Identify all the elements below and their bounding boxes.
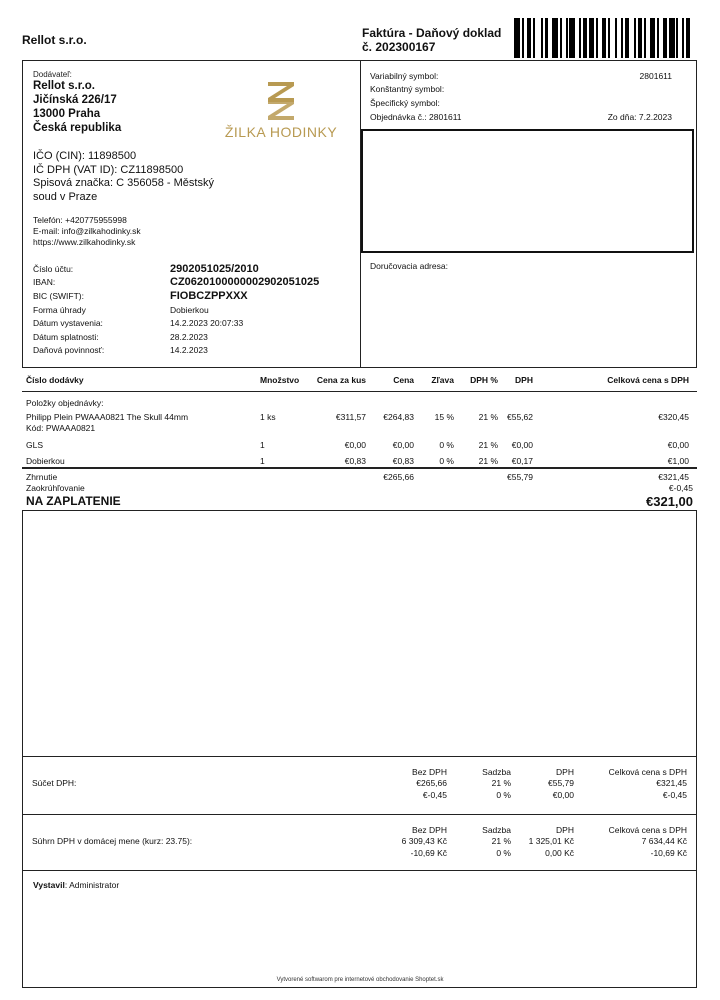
customer-address-box — [361, 129, 694, 253]
item-vat-percent: 21 % — [478, 440, 498, 450]
vat-rate: 0 % — [496, 789, 511, 800]
header-name: Číslo dodávky — [26, 374, 84, 385]
bank-row — [33, 262, 319, 276]
vat-total: €-0,45 — [662, 789, 687, 800]
payment-symbols — [370, 69, 672, 123]
divider — [22, 814, 697, 815]
bank-key: IBAN: — [33, 277, 56, 288]
item-unit-price: €0,83 — [344, 456, 366, 466]
summary-total: €321,45 — [658, 472, 689, 483]
constant-symbol-row — [370, 83, 672, 97]
vat-summary-header — [22, 766, 697, 778]
delivery-address-label: Doručovacia adresa: — [370, 261, 448, 271]
item-total: €320,45 — [658, 412, 689, 422]
vat-total: 7 634,44 Kč — [641, 836, 687, 847]
vat-total: €321,45 — [656, 778, 687, 789]
summary-label: Zhrnutie — [26, 472, 58, 483]
item-qty: 1 — [260, 456, 265, 466]
rounding-row — [22, 483, 697, 494]
bank-row — [33, 289, 319, 303]
vat-amount: 0,00 Kč — [545, 847, 574, 858]
item-vat-percent: 21 % — [478, 456, 498, 466]
item-discount: 0 % — [439, 456, 454, 466]
bank-row — [33, 276, 319, 290]
variable-symbol-row — [370, 69, 672, 83]
header-vat-percent: DPH % — [470, 374, 498, 385]
vat-header-total: Celková cena s DPH — [608, 824, 687, 835]
vat-header-total: Celková cena s DPH — [608, 766, 687, 777]
vat-header-base: Bez DPH — [412, 766, 447, 777]
table-row — [22, 847, 697, 859]
summary-vat: €55,79 — [507, 472, 533, 483]
bank-key: Dátum vystavenia: — [33, 318, 103, 329]
vat-total: -10,69 Kč — [650, 847, 687, 858]
item-name: GLS — [26, 440, 44, 450]
vat-amount: €55,79 — [548, 778, 574, 789]
items-header-row — [22, 368, 697, 392]
bank-details — [33, 262, 319, 357]
item-price: €0,83 — [392, 456, 414, 466]
vat-header-rate: Sadzba — [482, 824, 511, 835]
supplier-label: Dodávateľ: — [33, 70, 72, 79]
register-note: Spisová značka: C 356058 - Městský soud v Praze — [33, 177, 214, 203]
bank-row — [33, 316, 319, 330]
amount-due-label: NA ZAPLATENIE — [26, 494, 121, 508]
amount-due-row — [22, 493, 697, 509]
item-unit-price: €311,57 — [335, 412, 366, 422]
vat-base: €265,66 — [416, 778, 447, 789]
header-unit-price: Cena za kus — [316, 374, 366, 385]
vat-summary-label: Súčet DPH: — [32, 778, 77, 789]
item-name: Dobierkou — [26, 456, 65, 466]
bank-value: 14.2.2023 20:07:33 — [170, 318, 244, 329]
item-vat: €55,62 — [507, 412, 533, 422]
vat-base: €-0,45 — [422, 789, 447, 800]
footer-note: Vytvorené softwarom pre internetové obchodovanie Shoptet.sk — [276, 977, 444, 983]
table-row — [22, 778, 697, 790]
company-name: Rellot s.r.o. — [22, 33, 87, 47]
vat-header-vat: DPH — [556, 824, 574, 835]
rounding-label: Zaokrúhľovanie — [26, 482, 85, 493]
item-total: €1,00 — [667, 456, 689, 466]
bank-key: Daňová povinnosť: — [33, 345, 105, 356]
item-qty: 1 — [260, 440, 265, 450]
item-unit-price: €0,00 — [344, 440, 366, 450]
specific-symbol-row — [370, 96, 672, 110]
item-code: Kód: PWAAA0821 — [26, 423, 96, 433]
body-frame — [22, 510, 697, 988]
issued-by-label: Vystavil — [33, 880, 65, 890]
item-price: €264,83 — [383, 412, 414, 422]
table-row — [22, 440, 697, 456]
divider — [22, 870, 697, 871]
vat-header-rate: Sadzba — [482, 766, 511, 777]
item-vat-percent: 21 % — [478, 412, 498, 422]
bank-value: 14.2.2023 — [170, 345, 208, 356]
order-number: Objednávka č.: 2801611 — [370, 111, 462, 122]
items-table — [22, 368, 697, 472]
issued-by — [33, 880, 119, 890]
barcode-gap — [690, 18, 696, 58]
item-price: €0,00 — [392, 440, 414, 450]
bank-value: Dobierkou — [170, 304, 209, 315]
table-row — [22, 789, 697, 801]
item-discount: 15 % — [434, 412, 454, 422]
order-row — [370, 110, 672, 124]
items-subheader: Položky objednávky: — [26, 398, 104, 408]
supplier-country: Česká republika — [33, 122, 122, 134]
rounding-value: €-0,45 — [668, 482, 693, 493]
variable-symbol-label: Variabilný symbol: — [370, 70, 439, 81]
summary-row — [22, 472, 697, 483]
vat-amount: €0,00 — [552, 789, 574, 800]
invoice-number: č. 202300167 — [362, 40, 436, 54]
variable-symbol-value: 2801611 — [639, 70, 672, 81]
item-qty: 1 ks — [260, 412, 276, 422]
supplier-name: Rellot s.r.o. — [33, 80, 95, 92]
summary-price: €265,66 — [383, 472, 414, 483]
header-price: Cena — [393, 374, 414, 385]
amount-due-value: €321,00 — [646, 493, 693, 509]
bank-row — [33, 344, 319, 358]
order-date: Zo dňa: 7.2.2023 — [607, 111, 672, 122]
item-total: €0,00 — [667, 440, 689, 450]
bank-value: 28.2.2023 — [170, 331, 208, 342]
barcode — [514, 18, 696, 58]
invoice-title — [362, 26, 501, 54]
email: E-mail: info@zilkahodinky.sk — [33, 226, 141, 236]
supplier-street: Jičínská 226/17 — [33, 94, 117, 106]
table-row — [22, 412, 697, 440]
bank-row — [33, 303, 319, 317]
vat-rate: 21 % — [491, 778, 511, 789]
bank-key: Číslo účtu: — [33, 263, 74, 274]
company-logo — [222, 80, 340, 140]
invoice-summary — [22, 467, 697, 509]
constant-symbol-label: Konštantný symbol: — [370, 84, 445, 95]
ico: IČO (CIN): 11898500 — [33, 150, 137, 162]
invoice-title-line1: Faktúra - Daňový doklad — [362, 26, 502, 40]
item-vat: €0,17 — [511, 456, 533, 466]
supplier-contact — [33, 215, 141, 248]
issued-by-value: : Administrator — [64, 880, 120, 890]
vat-base: -10,69 Kč — [410, 847, 447, 858]
item-name: Philipp Plein PWAAA0821 The Skull 44mm — [26, 412, 189, 422]
bank-value: 2902051025/2010 — [170, 262, 259, 275]
vat-domestic-label: Súhrn DPH v domácej mene (kurz: 23.75): — [32, 836, 193, 847]
supplier-city: 13000 Praha — [33, 108, 101, 120]
supplier-block — [33, 70, 121, 135]
item-vat: €0,00 — [511, 440, 533, 450]
bank-value: FIOBCZPPXXX — [170, 289, 248, 302]
vat-rate: 21 % — [491, 836, 511, 847]
zz-logo-icon — [265, 80, 297, 120]
bank-key: BIC (SWIFT): — [33, 290, 84, 301]
vat-header-base: Bez DPH — [412, 824, 447, 835]
table-row — [22, 836, 697, 848]
header-vat: DPH — [515, 374, 533, 385]
vat-base: 6 309,43 Kč — [401, 836, 447, 847]
vat-domestic-header — [22, 824, 697, 836]
header-discount: Zľava — [431, 374, 454, 385]
vat-summary-table — [22, 766, 697, 801]
header-qty: Množstvo — [260, 374, 300, 385]
vat-domestic-table — [22, 824, 697, 859]
supplier-ids — [33, 150, 233, 204]
header-total: Celková cena s DPH — [607, 374, 689, 385]
item-name-cell — [22, 412, 260, 434]
vat-header-vat: DPH — [556, 766, 574, 777]
bank-key: Dátum splatnosti: — [33, 331, 99, 342]
website-link[interactable]: https://www.zilkahodinky.sk — [33, 237, 136, 247]
bank-key: Forma úhrady — [33, 304, 86, 315]
bank-row — [33, 330, 319, 344]
phone: Telefón: +420775955998 — [33, 215, 127, 225]
specific-symbol-label: Špecifický symbol: — [370, 97, 440, 108]
vat-id: IČ DPH (VAT ID): CZ11898500 — [33, 163, 184, 176]
divider — [22, 756, 697, 757]
bank-value: CZ0620100000002902051025 — [170, 276, 320, 289]
item-discount: 0 % — [439, 440, 454, 450]
logo-text: ŽILKA HODINKY — [224, 124, 338, 140]
vat-rate: 0 % — [496, 847, 511, 858]
vat-amount: 1 325,01 Kč — [528, 836, 574, 847]
